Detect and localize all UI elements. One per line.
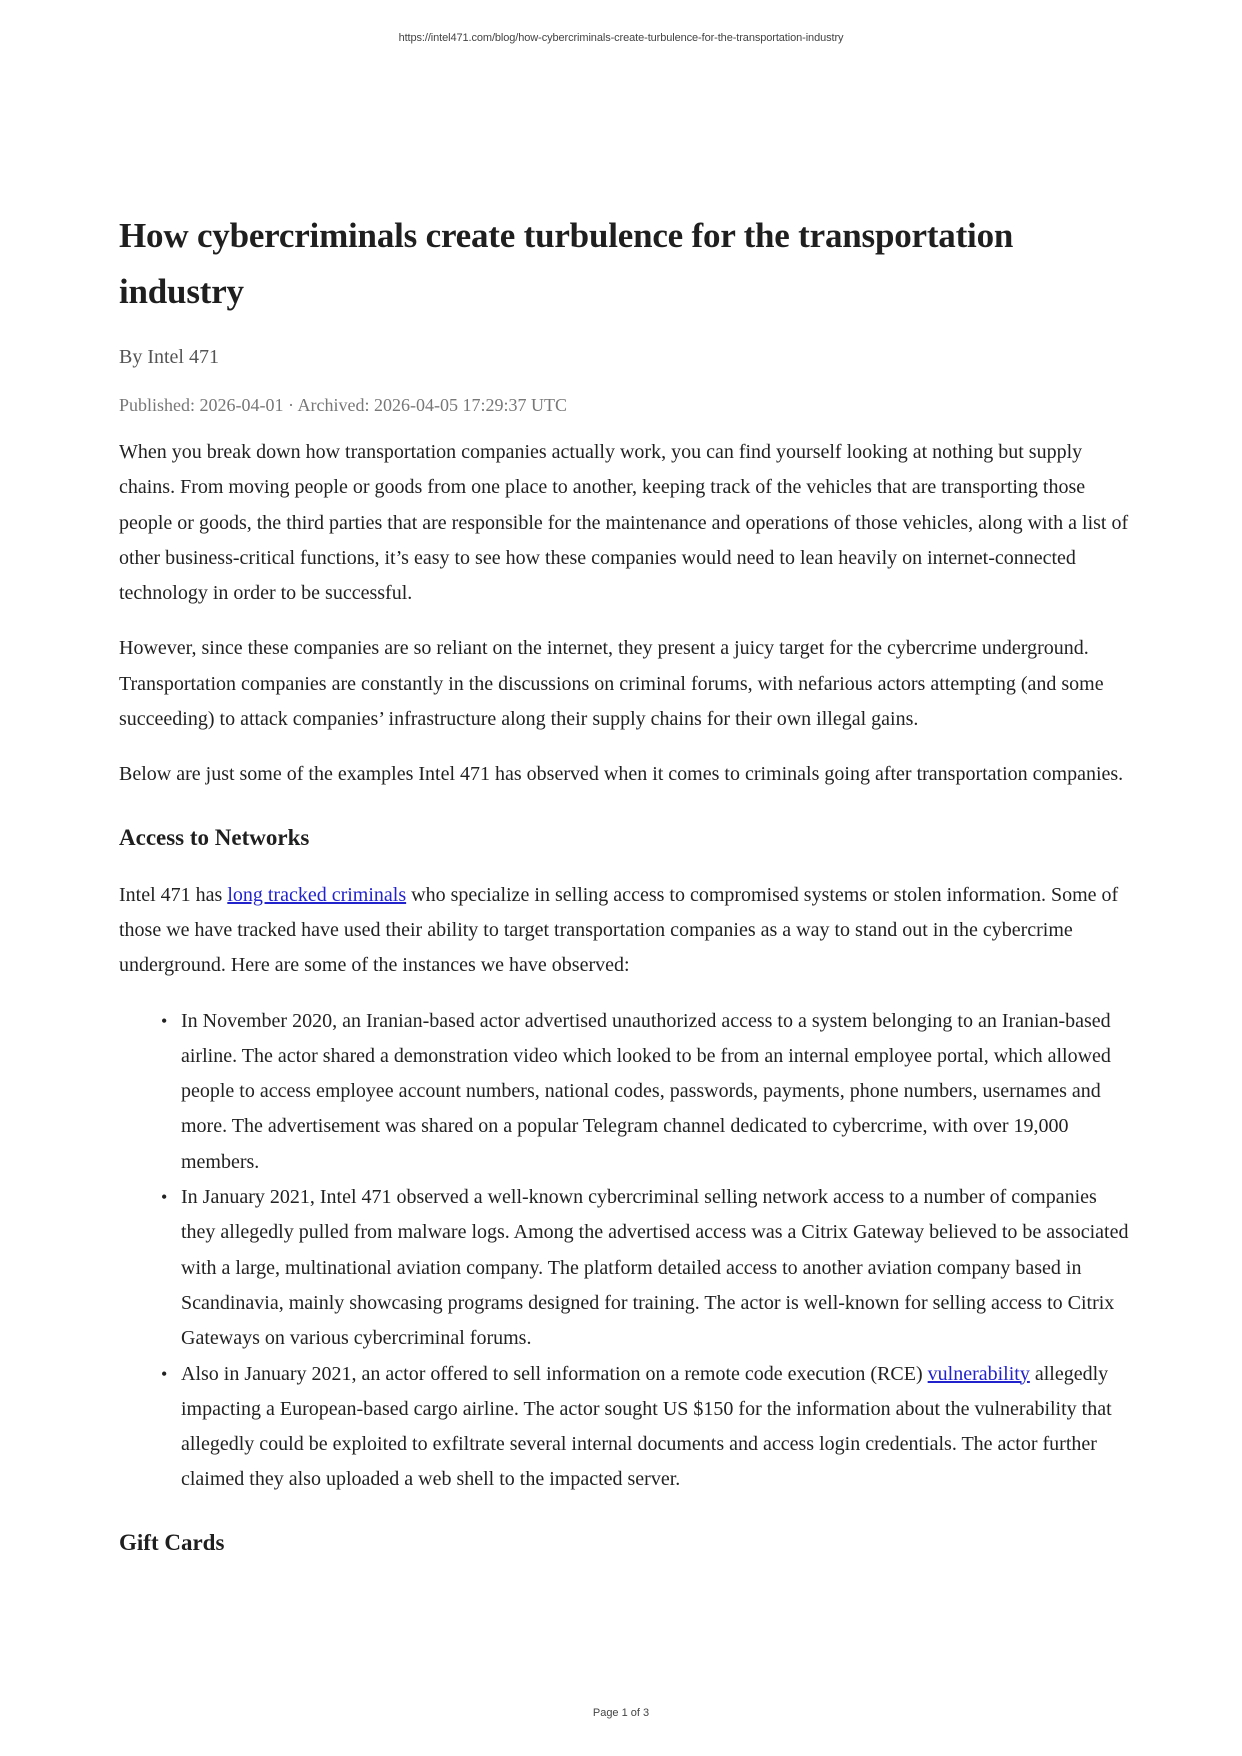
long-tracked-criminals-link[interactable]: long tracked criminals — [227, 883, 407, 906]
list-item-text: In November 2020, an Iranian-based actor advertised unauthorized access to a system belonging to an Iranian-based airline. The actor shared a demonstration video which looked to be from an internal employee portal, which allowed people to access employee account numbers, national codes, passwords, payments, phone numbers, usernames and more. The advertisement was shared on a popular Telegram channel dedicated to cybercrime, with over 19,000 members. — [181, 1009, 1111, 1173]
page-number: Page 1 of 3 — [592, 1707, 650, 1719]
list-item-text: In January 2021, Intel 471 observed a well-known cybercriminal selling network access to a number of companies they allegedly pulled from malware logs. Among the advertised access was a Citrix Gateway believed to be associated with a large, multinational aviation company. The platform detailed access to another aviation company based in Scandinavia, mainly showcasing programs designed for training. The actor is well-known for selling access to Citrix Gateways on various cybercriminal forums. — [181, 1186, 1129, 1350]
intro-paragraph-2: However, since these companies are so reliant on the internet, they present a juicy target for the cybercrime underground. Transportation companies are constantly in the discussions on criminal forums, with nefarious actors attempting (and some succeeding) to attack companies’ infrastructure along their supply chains for their own illegal gains. — [119, 637, 1104, 731]
page-url-header: https://intel471.com/blog/how-cybercriminals-create-turbulence-for-the-transportation-industry — [398, 32, 844, 44]
intro-paragraph-1: When you break down how transportation companies actually work, you can find yourself looking at nothing but supply chains. From moving people or goods from one place to another, keeping track of the vehicles that are transporting those people or goods, the third parties that are responsible for the maintenance and operations of those vehicles, along with a list of other business-critical functions, it’s easy to see how these companies would need to lean heavily on internet-connected technology in order to be successful. — [119, 441, 1129, 605]
paragraph-text: Intel 471 has — [119, 883, 228, 906]
bullet-icon: • — [161, 1363, 168, 1384]
article-byline: By Intel 471 — [119, 346, 219, 368]
bullet-icon: • — [161, 1187, 168, 1208]
list-item-text: Also in January 2021, an actor offered to sell information on a remote code execution (RCE) — [181, 1362, 928, 1385]
bullet-icon: • — [161, 1010, 168, 1031]
section-heading-gift-cards: Gift Cards — [119, 1529, 225, 1555]
list-item-text: allegedly impacting a European-based cargo airline. The actor sought US $150 for the information about the vulnerability that allegedly could be exploited to exfiltrate several internal documents and access login credentials. The actor further claimed they also uploaded a web shell to the impacted server. — [181, 1362, 1112, 1491]
article — [119, 208, 1129, 1583]
list-item — [161, 1180, 1129, 1356]
paragraph-text: who specialize in selling access to compromised systems or stolen information. Some of those we have tracked have used their ability to target transportation companies as a way to stand out in the cybercrime underground. Here are some of the instances we have observed: — [119, 883, 1119, 977]
article-publish-meta: Published: 2026-04-01 · Archived: 2026-04-05 17:29:37 UTC — [119, 395, 567, 415]
list-item — [161, 1357, 1129, 1498]
section-heading-access-to-networks: Access to Networks — [119, 824, 310, 850]
access-networks-paragraph — [119, 878, 1129, 984]
article-title: How cybercriminals create turbulence for the transportation industry — [119, 216, 1014, 311]
list-item — [161, 1004, 1129, 1180]
vulnerability-link[interactable]: vulnerability — [927, 1362, 1030, 1385]
intro-paragraph-3: Below are just some of the examples Intel 471 has observed when it comes to criminals going after transportation companies. — [119, 763, 1124, 786]
access-examples-list — [119, 1004, 1129, 1498]
